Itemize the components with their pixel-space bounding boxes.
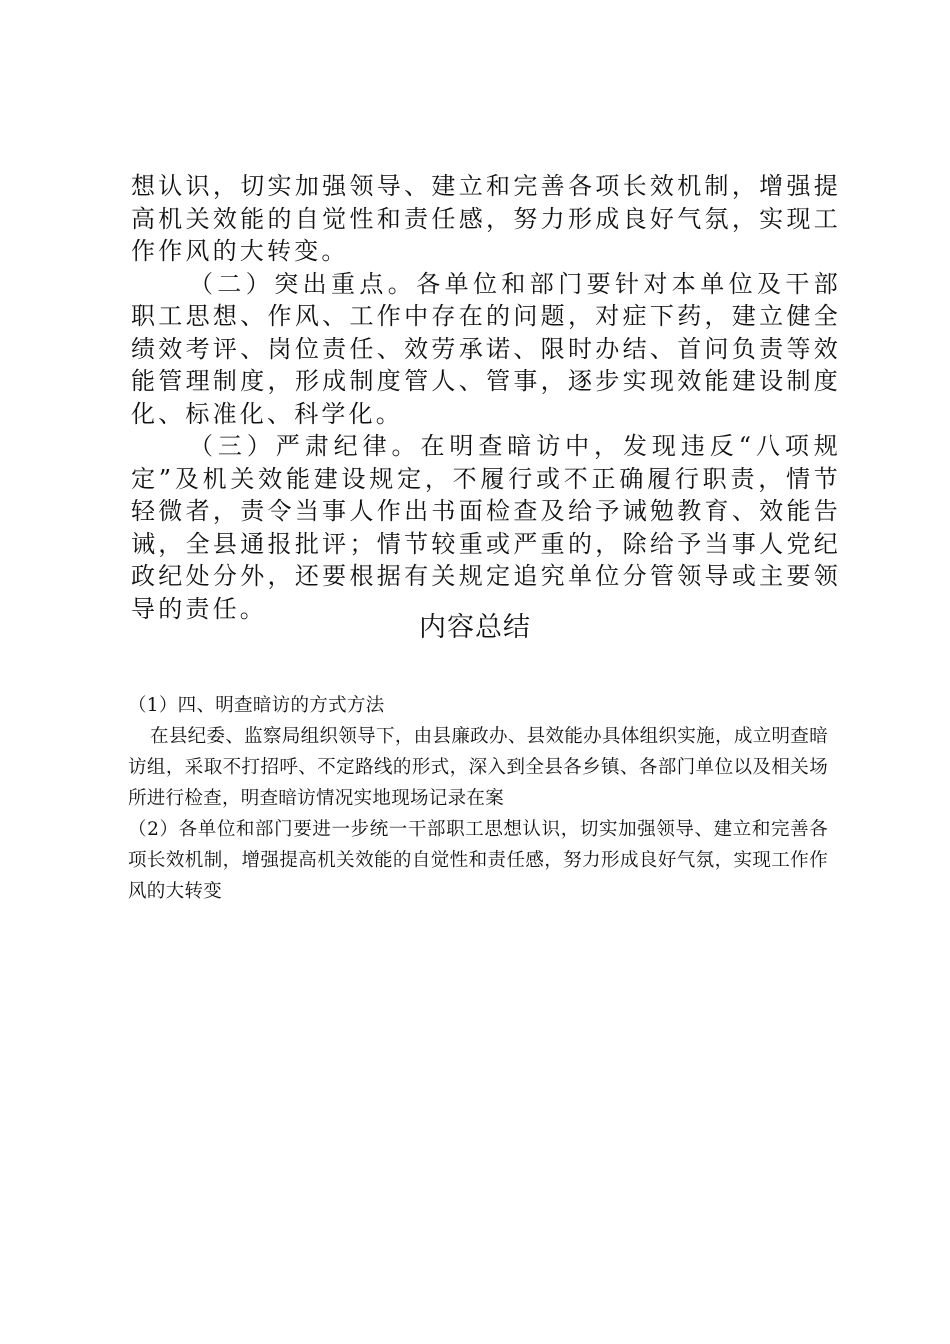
summary-title: 内容总结	[419, 612, 531, 643]
paragraph-strict-discipline: （三）严肃纪律。在明查暗访中，发现违反“八项规定”及机关效能建设规定，不履行或不正确履行职责，情节轻微者，责令当事人作出书面检查及给予诫勉教育、效能告诫，全县通报批评；情节较重或严重的，除给予当事人党纪政纪处分外，还要根据有关规定追究单位分管领导或主要领导的责任。	[131, 432, 841, 623]
summary-item: （1）四、明查暗访的方式方法	[128, 695, 385, 716]
document-body	[131, 170, 841, 625]
paragraph-continued: 想认识，切实加强领导、建立和完善各项长效机制，增强提高机关效能的自觉性和责任感，努力形成良好气氛，实现工作作风的大转变。	[131, 172, 841, 265]
summary-section	[128, 690, 828, 907]
summary-item: （2）各单位和部门要进一步统一干部职工思想认识，切实加强领导、建立和完善各项长效机制，增强提高机关效能的自觉性和责任感，努力形成良好气氛，实现工作作风的大转变	[128, 819, 828, 902]
paragraph-key-focus: （二）突出重点。各单位和部门要针对本单位及干部职工思想、作风、工作中存在的问题，对症下药，建立健全绩效考评、岗位责任、效劳承诺、限时办结、首问负责等效能管理制度，形成制度管人、管事，逐步实现效能建设制度化、标准化、科学化。	[131, 269, 841, 428]
summary-item: 在县纪委、监察局组织领导下，由县廉政办、县效能办具体组织实施，成立明查暗访组，采取不打招呼、不定路线的形式，深入到全县各乡镇、各部门单位以及相关场所进行检查，明查暗访情况实地现场记录在案	[128, 726, 828, 809]
